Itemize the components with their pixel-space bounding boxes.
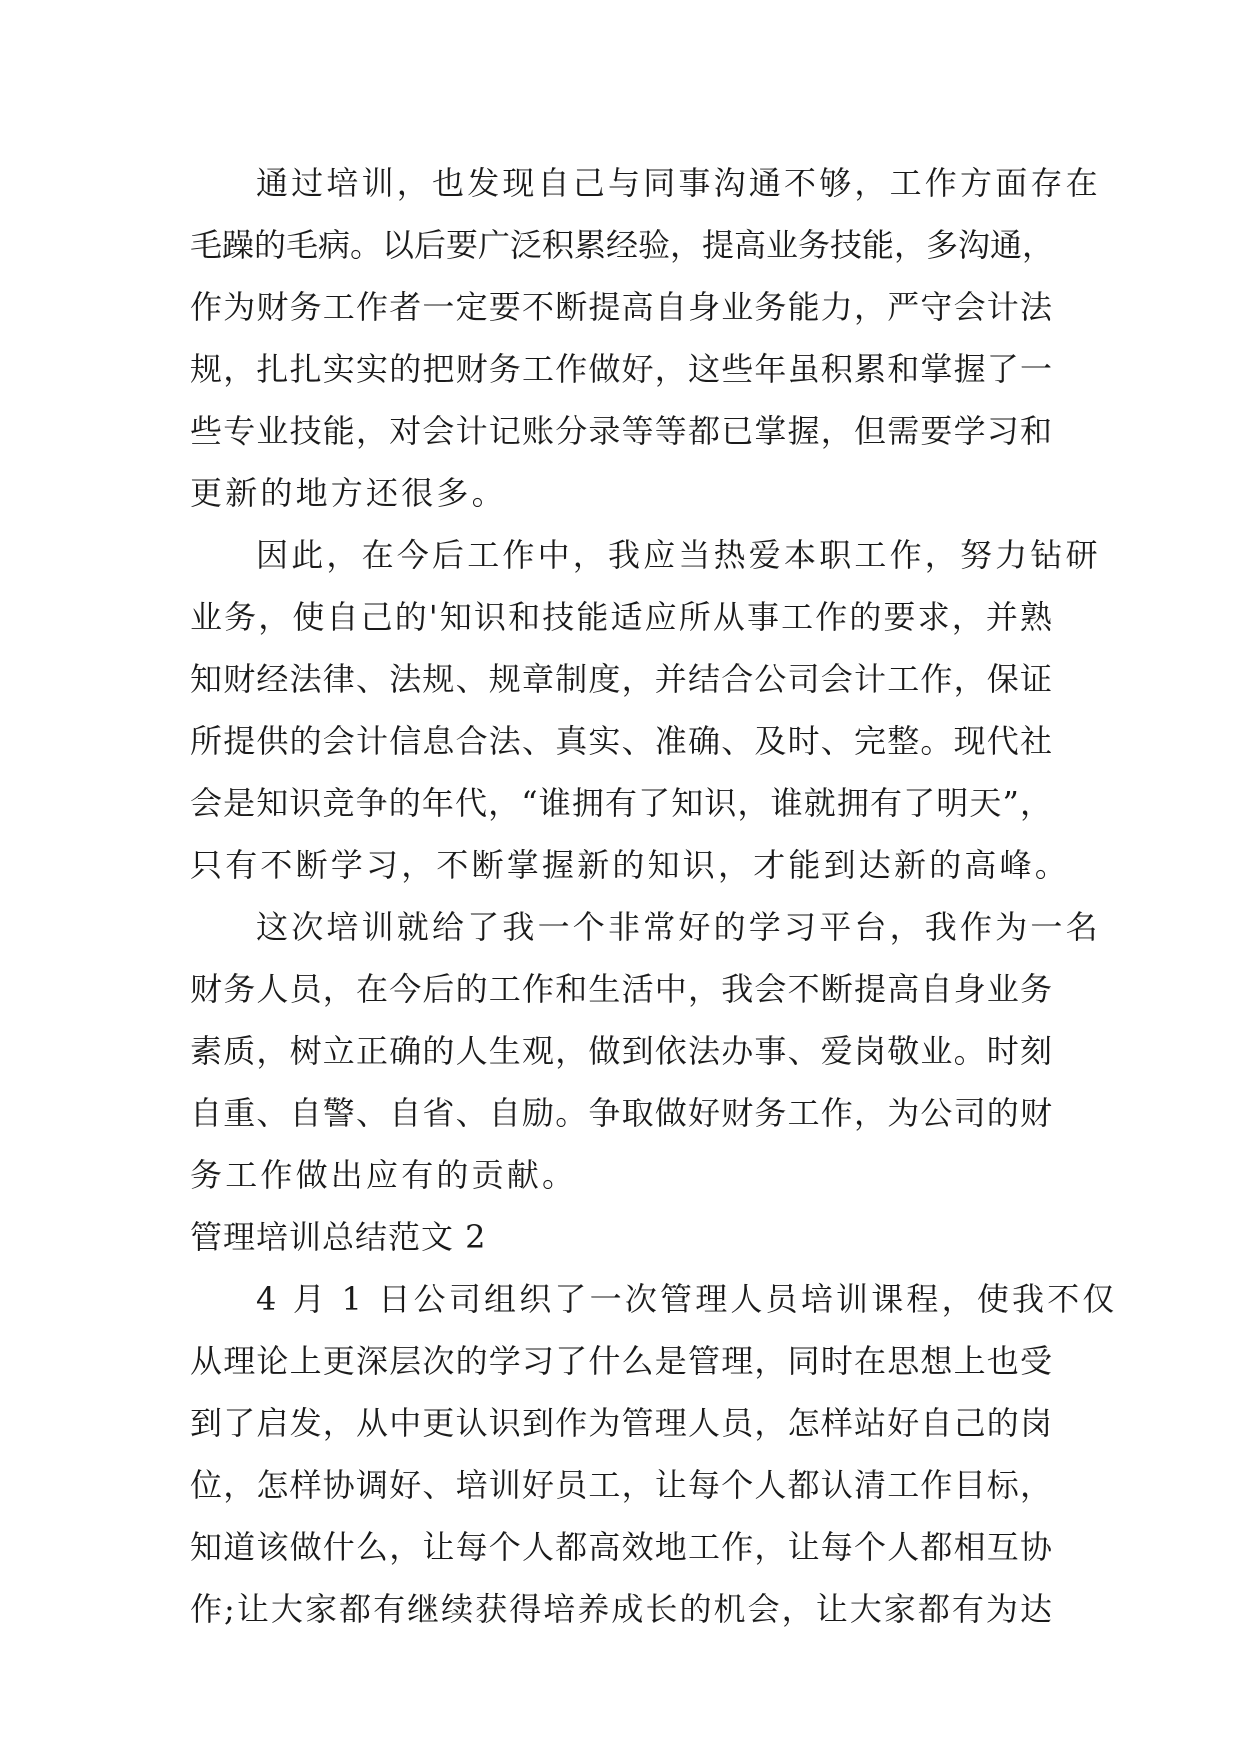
paragraph-line: 到了启发，从中更认识到作为管理人员，怎样站好自己的岗 bbox=[190, 1404, 1052, 1442]
paragraph-line: 规，扎扎实实的把财务工作做好，这些年虽积累和掌握了一 bbox=[190, 350, 1052, 388]
paragraph-line: 从理论上更深层次的学习了什么是管理，同时在思想上也受 bbox=[190, 1342, 1052, 1380]
paragraph-line: 作为财务工作者一定要不断提高自身业务能力，严守会计法 bbox=[190, 288, 1052, 326]
paragraph-line: 知财经法律、法规、规章制度，并结合公司会计工作，保证 bbox=[190, 660, 1052, 698]
paragraph-line: 些专业技能，对会计记账分录等等都已掌握，但需要学习和 bbox=[190, 412, 1052, 450]
paragraph-line: 只有不断学习，不断掌握新的知识，才能到达新的高峰。 bbox=[190, 846, 1071, 884]
paragraph-line: 财务人员，在今后的工作和生活中，我会不断提高自身业务 bbox=[190, 970, 1052, 1008]
paragraph-line: 这次培训就给了我一个非常好的学习平台，我作为一名 bbox=[256, 908, 1101, 946]
document-body bbox=[190, 152, 1118, 1640]
paragraph-line: 作;让大家都有继续获得培养成长的机会，让大家都有为达 bbox=[190, 1590, 1052, 1628]
section-heading: 管理培训总结范文 2 bbox=[190, 1218, 487, 1256]
paragraph-line: 毛躁的毛病。以后要广泛积累经验，提高业务技能，多沟通， bbox=[190, 226, 1055, 264]
paragraph-management-training bbox=[190, 1268, 1118, 1640]
paragraph-line: 位，怎样协调好、培训好员工，让每个人都认清工作目标， bbox=[190, 1466, 1052, 1504]
paragraph-line: 素质，树立正确的人生观，做到依法办事、爱岗敬业。时刻 bbox=[190, 1032, 1052, 1070]
paragraph-line: 因此，在今后工作中，我应当热爱本职工作，努力钻研 bbox=[256, 536, 1101, 574]
paragraph-learning-platform bbox=[190, 896, 1101, 1206]
paragraph-line: 4 月 1 日公司组织了一次管理人员培训课程，使我不仅 bbox=[256, 1280, 1118, 1318]
paragraph-line: 业务，使自己的'知识和技能适应所从事工作的要求，并熟 bbox=[190, 598, 1052, 636]
paragraph-line: 更新的地方还很多。 bbox=[190, 474, 507, 512]
paragraph-training-reflection bbox=[190, 152, 1101, 524]
paragraph-future-work bbox=[190, 524, 1101, 896]
paragraph-line: 知道该做什么，让每个人都高效地工作，让每个人都相互协 bbox=[190, 1528, 1052, 1566]
paragraph-line: 自重、自警、自省、自励。争取做好财务工作，为公司的财 bbox=[190, 1094, 1052, 1132]
paragraph-line: 通过培训，也发现自己与同事沟通不够，工作方面存在 bbox=[256, 164, 1101, 202]
paragraph-line: 会是知识竞争的年代，“谁拥有了知识，谁就拥有了明天”， bbox=[190, 784, 1052, 822]
paragraph-line: 务工作做出应有的贡献。 bbox=[190, 1156, 578, 1194]
paragraph-line: 所提供的会计信息合法、真实、准确、及时、完整。现代社 bbox=[190, 722, 1052, 760]
